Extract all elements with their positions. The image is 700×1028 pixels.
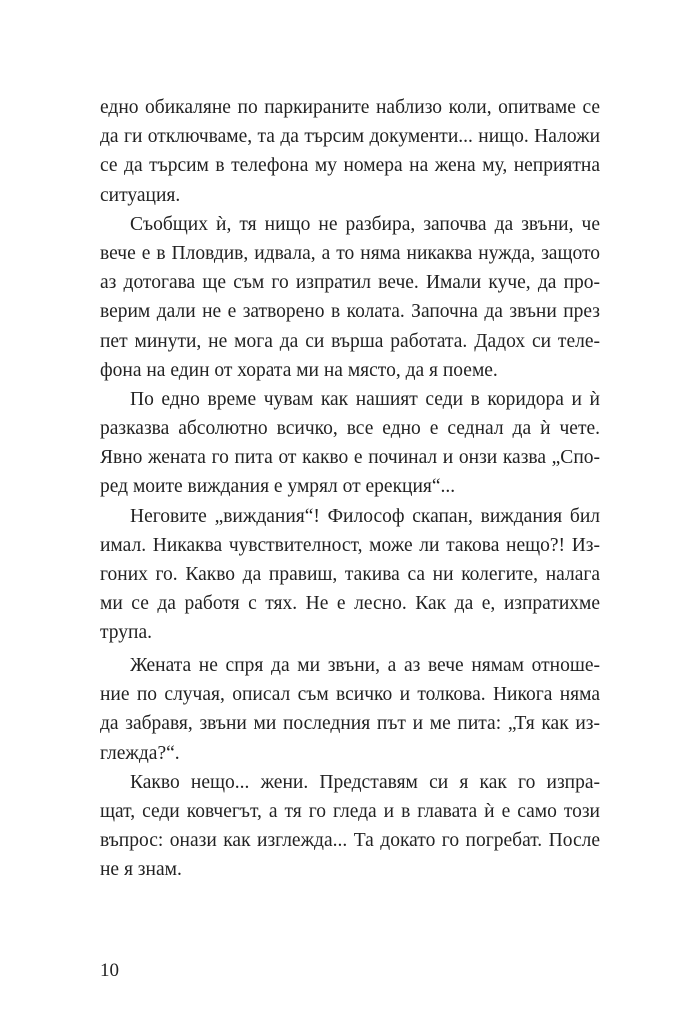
text-line: ред моите виждания е умрял от ерекция“... xyxy=(100,476,456,498)
text-line: Жената не спря да ми звъни, а аз вече нямам отноше- xyxy=(130,655,600,676)
text-line: Какво нещо... жени. Представям си я как го изпра- xyxy=(130,771,600,793)
text-line: разказва абсолютно всичко, все едно е седнал да ѝ чете. xyxy=(100,418,600,440)
text-line: да ги отключваме, та да търсим документи... нищо. Наложи xyxy=(100,126,600,148)
text-line: трупа. xyxy=(100,622,152,644)
text-line: не я знам. xyxy=(100,859,182,881)
text-line: пет минути, не мога да си върша работата. Дадох си теле- xyxy=(100,330,600,352)
text-line: Съобщих ѝ, тя нищо не разбира, започва да звъни, че xyxy=(130,213,600,235)
text-section-2 xyxy=(100,651,600,885)
text-line: вече е в Пловдив, идвала, а то няма никаква нужда, защото xyxy=(100,242,600,264)
text-line: едно обикаляне по паркираните наблизо коли, опитваме се xyxy=(100,97,600,118)
text-line: ситуация. xyxy=(100,184,181,206)
text-line: Явно жената го пита от какво е починал и онзи казва „Спо- xyxy=(100,447,600,469)
text-line: аз дотогава ще съм го изпратил вече. Имали куче, да про- xyxy=(100,272,600,294)
text-line: верим дали не е затворено в колата. Започна да звъни през xyxy=(100,301,600,323)
text-line: се да търсим в телефона му номера на жена му, неприятна xyxy=(100,155,600,177)
text-line: глежда?“. xyxy=(100,742,180,764)
page-number: 10 xyxy=(100,960,119,981)
text-line: фона на един от хората ми на място, да я поеме. xyxy=(100,359,498,381)
text-section-1 xyxy=(100,93,600,648)
text-line: ми се да работя с тях. Не е лесно. Как да е, изпратихме xyxy=(100,593,600,615)
text-line: щат, седи ковчегът, а тя го гледа и в главата ѝ е само този xyxy=(100,800,600,822)
text-line: имал. Никаква чувствителност, може ли такова нещо?! Из- xyxy=(100,534,600,556)
text-line: да забравя, звъни ми последния път и ме пита: „Тя как из- xyxy=(100,713,600,735)
text-line: ние по случая, описал съм всичко и толкова. Никога няма xyxy=(100,684,600,706)
text-line: въпрос: онази как изглежда... Та докато го погребат. После xyxy=(100,830,600,852)
text-line: гоних го. Какво да правиш, такива са ни колегите, налага xyxy=(100,564,600,585)
text-line: Неговите „виждания“! Философ скапан, виждания бил xyxy=(130,505,600,527)
text-line: По едно време чувам как нашият седи в коридора и ѝ xyxy=(130,388,600,410)
